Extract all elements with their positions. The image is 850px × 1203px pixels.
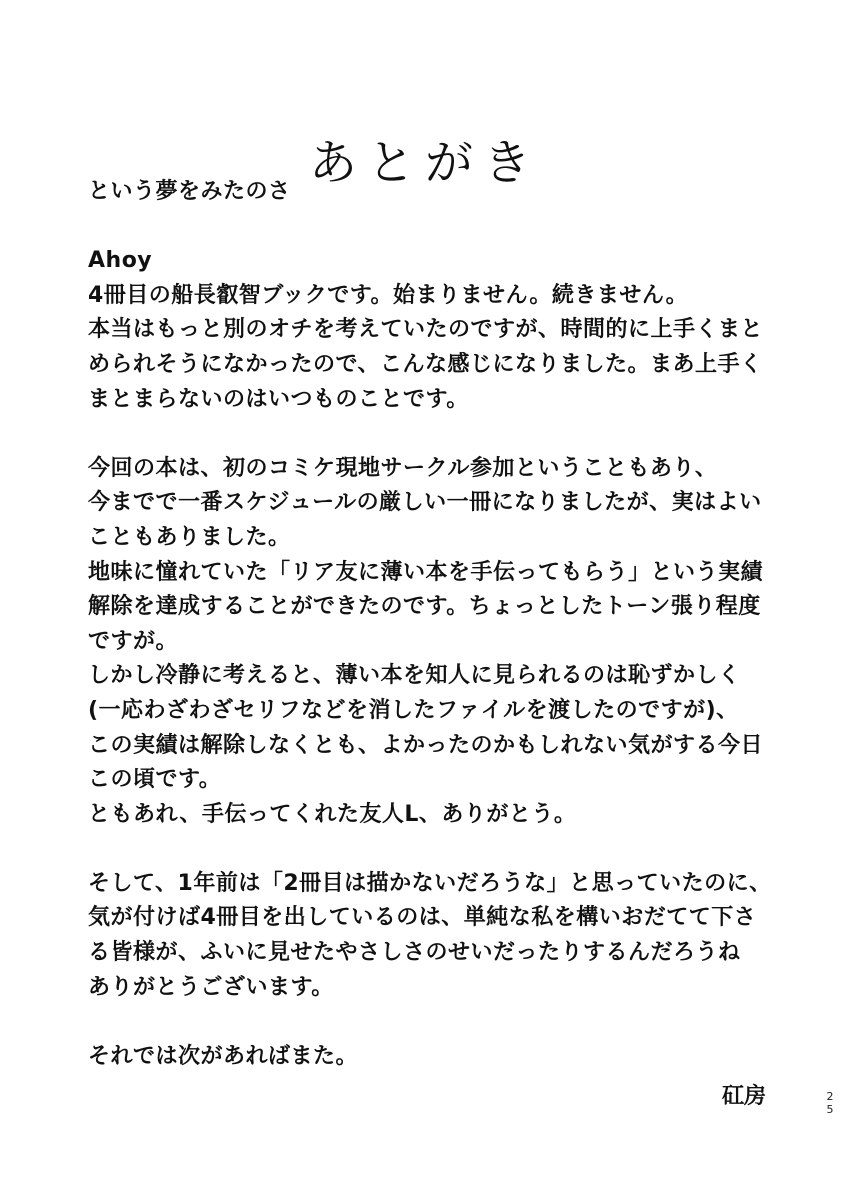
- text-line: ともあれ、手伝ってくれた友人L、ありがとう。: [88, 801, 577, 827]
- page-title: あとがき: [308, 135, 541, 192]
- text-line: こともありました。: [88, 524, 291, 550]
- text-line: 今までで一番スケジュールの厳しい一冊になりましたが、実はよい: [88, 490, 762, 516]
- afterword-body: [88, 175, 788, 1074]
- text-line: 解除を達成することができたのです。ちょっとしたトーン張り程度: [88, 594, 761, 620]
- text-line: ありがとうございます。: [88, 974, 334, 1000]
- page-number: [823, 1090, 837, 1116]
- text-line: という夢をみたのさ: [88, 179, 291, 204]
- paragraph-gap: [88, 832, 788, 867]
- text-line: ですが。: [88, 628, 179, 654]
- text-line: 本当はもっと別のオチを考えていたのですが、時間的に上手くまと: [88, 317, 764, 343]
- paragraph-gap: [88, 417, 788, 452]
- author-signature: 矼房: [722, 1084, 767, 1109]
- text-line: しかし冷静に考えると、薄い本を知人に見られるのは恥ずかしく: [88, 663, 741, 689]
- page-number-digit: 2: [826, 1090, 834, 1103]
- text-line: そして、1年前は「2冊目は描かないだろうな」と思っていたのに、: [88, 870, 772, 896]
- text-line: この実績は解除しなくとも、よかったのかもしれない気がする今日: [88, 732, 764, 758]
- text-line: まとまらないのはいつものことです。: [88, 386, 469, 412]
- text-line: められそうになかったので、こんな感じになりました。まあ上手く: [88, 351, 763, 377]
- text-line: 地味に憧れていた「リア友に薄い本を手伝ってもらう」という実績: [88, 559, 764, 585]
- paragraph-gap: [88, 1005, 788, 1040]
- text-line: それでは次があればまた。: [88, 1043, 359, 1069]
- text-line: る皆様が、ふいに見せたやさしさのせいだったりするんだろうね: [88, 940, 741, 966]
- page-number-digit: 5: [826, 1103, 834, 1116]
- text-line: (一応わざわざセリフなどを消したファイルを渡したのですが)、: [88, 697, 739, 723]
- text-line: 4冊目の船長叡智ブックです。始まりません。続きません。: [88, 282, 689, 308]
- text-line: 今回の本は、初のコミケ現地サークル参加ということもあり、: [88, 455, 718, 481]
- text-line: 気が付けば4冊目を出しているのは、単純な私を構いおだてて下さ: [88, 905, 757, 931]
- paragraph-gap: [88, 210, 788, 245]
- text-line: Ahoy: [88, 248, 153, 274]
- text-line: この頃です。: [88, 767, 222, 793]
